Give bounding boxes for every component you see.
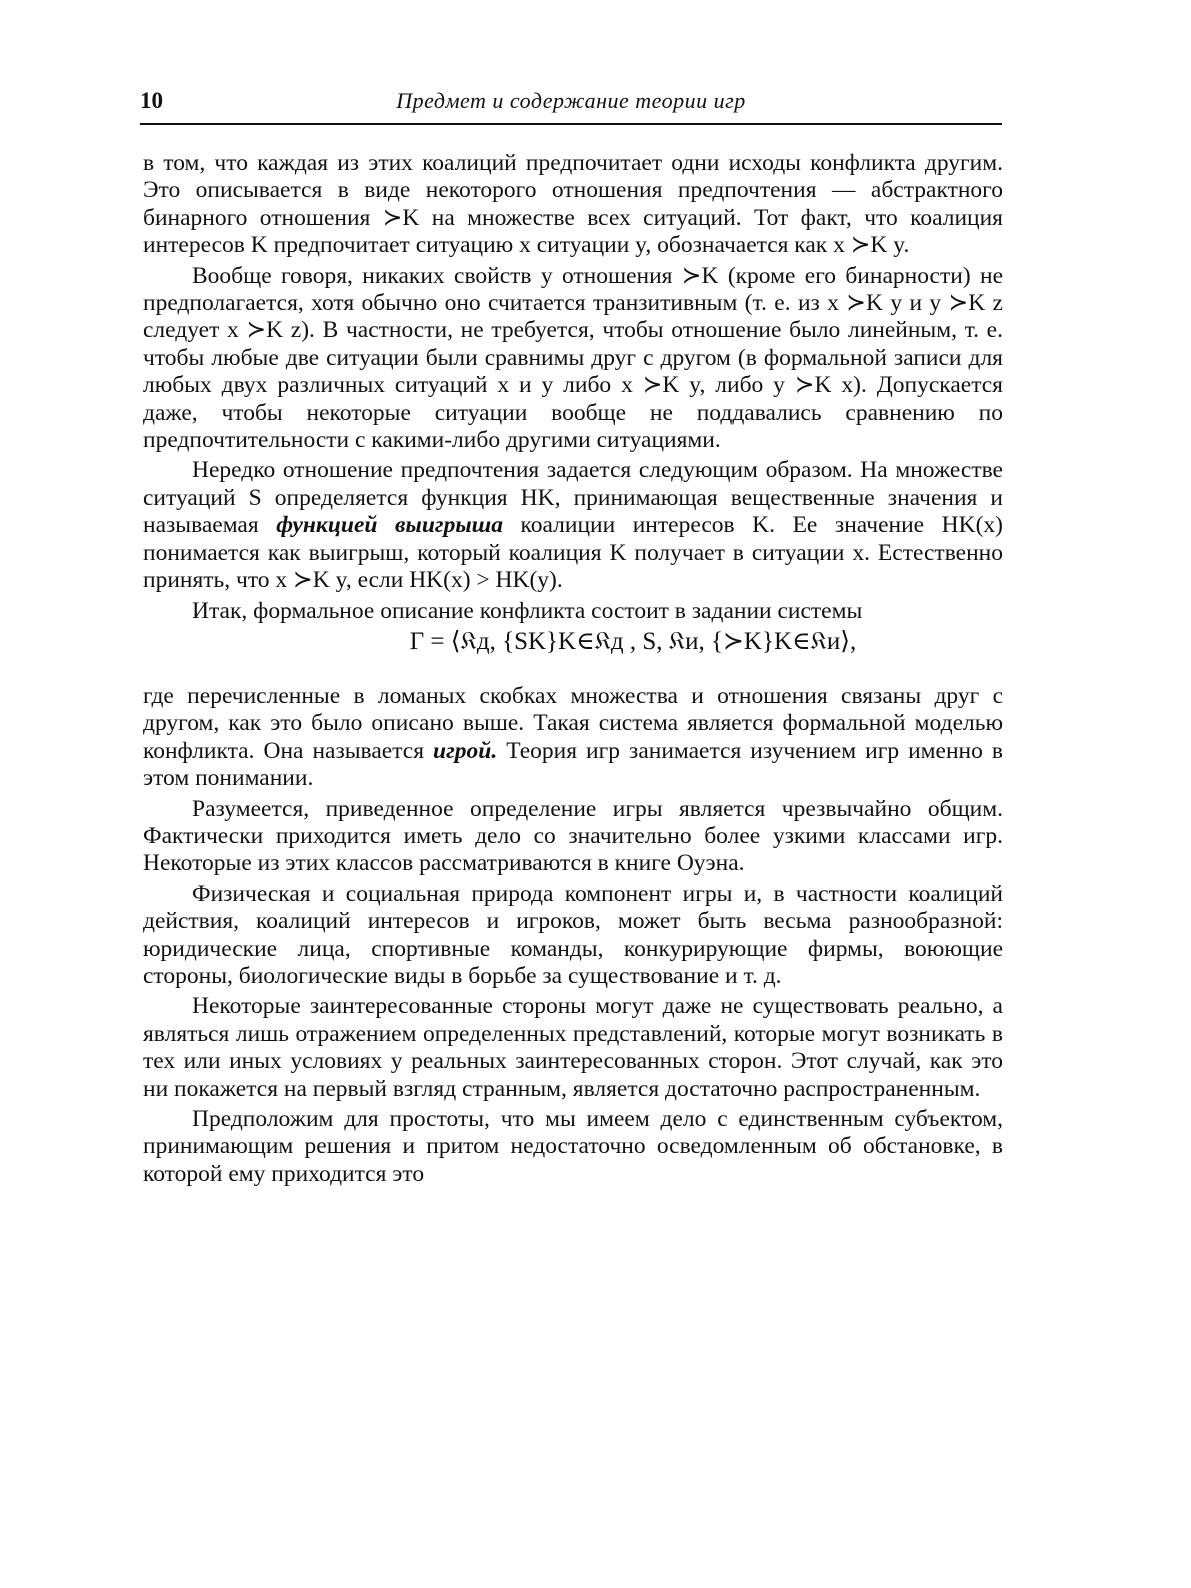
paragraph-5-text-a: где перечисленные в ломаных скобках множества и отношения связаны друг с другом, как это было описано выше. Такая система является формальной моделью конфликта. Она называется: [143, 682, 1003, 764]
page-header: [140, 88, 1002, 122]
paragraph-9: Предположим для простоты, что мы имеем дело с единственным субъектом, принимающим решения и притом недостаточно осведомленным об обстановке, в которой ему приходится это: [143, 1106, 1003, 1187]
paragraph-2: Вообще говоря, никаких свойств у отношения ≻K (кроме его бинарности) не предполагается, хотя обычно оно считается транзитивным (т. е. из x ≻K y и y ≻K z следует x ≻K z). В частности, не требуется, чтобы отношение было линейным, т. е. чтобы любые две ситуации были сравнимы друг с другом (в формальной записи для любых двух различных ситуаций x и y либо x ≻K y, либо y ≻K x). Допускается даже, чтобы некоторые ситуации вообще не поддавались сравнению по предпочтительности с какими-либо другими ситуациями.: [143, 262, 1003, 454]
header-rule: [140, 123, 1002, 125]
paragraph-3: [143, 457, 1003, 594]
game-formula: Γ = ⟨𝔎д, {SK}K∈𝔎д , S, 𝔎и, {≻K}K∈𝔎и⟩,: [409, 627, 857, 655]
paragraph-7: Физическая и социальная природа компонент игры и, в частности коалиций действия, коалиций интересов и игроков, может быть весьма разнообразной: юридические лица, спортивные команды, конкурирующие фирмы, воюющие стороны, биологические виды в борьбе за существование и т. д.: [143, 880, 1003, 989]
paragraph-3-text-b: коалиции интересов K. Ее значение HK(x) понимается как выигрыш, который коалиция K получает в ситуации x. Естественно принять, что x ≻K y, если HK(x) > HK(y).: [143, 512, 1003, 594]
page-number: 10: [140, 88, 163, 113]
body-text: [143, 150, 1003, 1188]
paragraph-3-text-a: Нередко отношение предпочтения задается следующим образом. На множестве ситуаций S определяется функция HK, принимающая вещественные значения и называемая: [143, 457, 1003, 539]
paragraph-4: Итак, формальное описание конфликта состоит в задании системы: [192, 597, 863, 624]
running-title: Предмет и содержание теории игр: [396, 88, 746, 113]
paragraph-5: [143, 683, 1003, 793]
paragraph-1: в том, что каждая из этих коалиций предпочитает одни исходы конфликта другим. Это описывается в виде некоторого отношения предпочтения — абстрактного бинарного отношения ≻K на множестве всех ситуаций. Тот факт, что коалиция интересов K предпочитает ситуацию x ситуации y, обозначается как x ≻K y.: [143, 150, 1003, 259]
paragraph-6: Разумеется, приведенное определение игры является чрезвычайно общим. Фактически приходится иметь дело со значительно более узкими классами игр. Некоторые из этих классов рассматриваются в книге Оуэна.: [143, 795, 1003, 877]
term-payoff-function: функцией выигрыша: [276, 512, 503, 539]
term-game: игрой.: [433, 737, 498, 764]
paragraph-5-text-b: Теория игр занимается изучением игр именно в этом понимании.: [143, 737, 1003, 792]
paragraph-8: Некоторые заинтересованные стороны могут даже не существовать реально, а являться лишь отражением определенных представлений, которые могут возникать в тех или иных условиях у реальных заинтересованных сторон. Этот случай, как это ни покажется на первый взгляд странным, является достаточно распространенным.: [143, 993, 1003, 1102]
